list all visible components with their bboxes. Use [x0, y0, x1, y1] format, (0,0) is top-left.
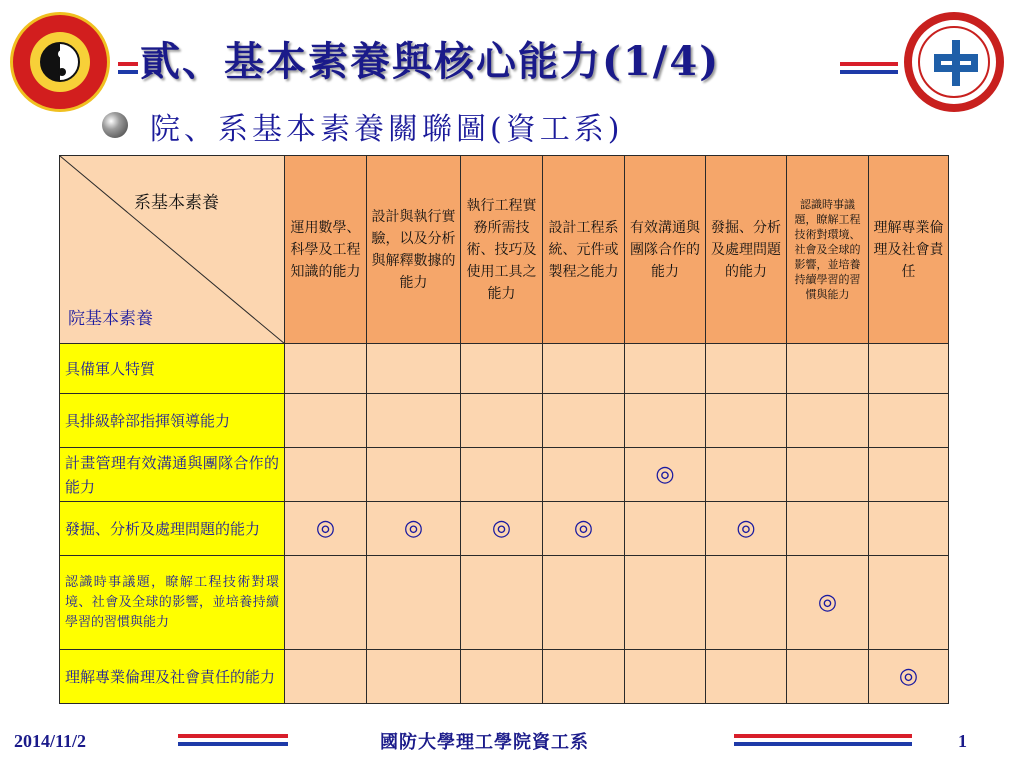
table-row [60, 502, 949, 556]
page-number: 1 [958, 731, 967, 751]
matrix-cell [367, 344, 461, 394]
institute-logo [904, 12, 1004, 112]
corner-college-label: 院基本素養 [68, 309, 153, 329]
matrix-cell [367, 650, 461, 704]
matrix-cell [461, 344, 543, 394]
institute-logo-ring [918, 26, 990, 98]
table-corner-cell [60, 156, 285, 344]
matrix-cell [461, 394, 543, 448]
matrix-cell [869, 502, 949, 556]
matrix-cell [367, 394, 461, 448]
matrix-cell [787, 650, 869, 704]
matrix-cell [285, 556, 367, 650]
emblem-inner [30, 32, 90, 92]
yin-dot [58, 50, 66, 58]
matrix-cell: ◎ [787, 556, 869, 650]
matrix-cell [625, 344, 706, 394]
table-row [60, 556, 949, 650]
matrix-cell [285, 448, 367, 502]
yin-yang-icon [40, 42, 80, 82]
matrix-cell [543, 650, 625, 704]
matrix-cell [706, 394, 787, 448]
corner-dept-label: 系基本素養 [134, 193, 219, 213]
title-stripe-left [118, 62, 138, 74]
bullet-sphere-icon [102, 112, 128, 138]
matrix-cell [706, 344, 787, 394]
column-header: 有效溝通與團隊合作的能力 [625, 156, 706, 344]
matrix-cell [461, 448, 543, 502]
institute-logo-bar [952, 40, 960, 86]
matrix-cell [367, 448, 461, 502]
yang-dot [58, 68, 66, 76]
row-header: 發掘、分析及處理問題的能力 [60, 502, 285, 556]
competency-matrix-table [59, 155, 949, 704]
table-row [60, 344, 949, 394]
footer-date: 2014/11/2 [14, 731, 87, 751]
matrix-cell [543, 344, 625, 394]
column-header: 運用數學、科學及工程知識的能力 [285, 156, 367, 344]
matrix-cell [787, 344, 869, 394]
matrix-cell: ◎ [285, 502, 367, 556]
matrix-cell [461, 556, 543, 650]
matrix-cell [787, 502, 869, 556]
matrix-cell: ◎ [367, 502, 461, 556]
matrix-cell [285, 344, 367, 394]
matrix-cell: ◎ [869, 650, 949, 704]
column-header: 設計與執行實驗，以及分析與解釋數據的能力 [367, 156, 461, 344]
table-row [60, 650, 949, 704]
row-header: 計畫管理有效溝通與團隊合作的能力 [60, 448, 285, 502]
column-header: 發掘、分析及處理問題的能力 [706, 156, 787, 344]
column-header: 設計工程系統、元件或製程之能力 [543, 156, 625, 344]
matrix-cell [625, 502, 706, 556]
table-row [60, 448, 949, 502]
matrix-cell [869, 448, 949, 502]
matrix-cell [706, 556, 787, 650]
matrix-cell [461, 650, 543, 704]
matrix-cell [869, 556, 949, 650]
matrix-cell [787, 394, 869, 448]
matrix-cell [543, 448, 625, 502]
column-header: 認識時事議題，瞭解工程技術對環境、社會及全球的影響，並培養持續學習的習慣與能力 [787, 156, 869, 344]
footer-organization: 國防大學理工學院資工系 [380, 732, 589, 753]
matrix-cell: ◎ [543, 502, 625, 556]
matrix-cell [706, 650, 787, 704]
matrix-cell: ◎ [461, 502, 543, 556]
column-header: 執行工程實務所需技術、技巧及使用工具之能力 [461, 156, 543, 344]
matrix-cell: ◎ [625, 448, 706, 502]
matrix-cell [787, 448, 869, 502]
matrix-cell [285, 394, 367, 448]
table-row [60, 394, 949, 448]
matrix-cell [543, 394, 625, 448]
matrix-cell [625, 650, 706, 704]
matrix-cell [285, 650, 367, 704]
page-title: 貳、基本素養與核心能力(1/4) [140, 38, 721, 85]
matrix-cell [869, 344, 949, 394]
table-header-row [60, 156, 949, 344]
matrix-cell [625, 394, 706, 448]
page-subtitle: 院、系基本素養關聯圖(資工系) [150, 112, 624, 147]
row-header: 理解專業倫理及社會責任的能力 [60, 650, 285, 704]
title-stripe-right [840, 62, 898, 74]
footer-stripe-left [178, 734, 288, 746]
matrix-cell [367, 556, 461, 650]
academy-emblem-logo [10, 12, 110, 112]
footer-stripe-right [734, 734, 912, 746]
matrix-cell: ◎ [706, 502, 787, 556]
row-header: 認識時事議題，瞭解工程技術對環境、社會及全球的影響，並培養持續學習的習慣與能力 [60, 556, 285, 650]
column-header: 理解專業倫理及社會責任 [869, 156, 949, 344]
matrix-cell [706, 448, 787, 502]
matrix-cell [869, 394, 949, 448]
row-header: 具備軍人特質 [60, 344, 285, 394]
matrix-cell [543, 556, 625, 650]
matrix-cell [625, 556, 706, 650]
row-header: 具排級幹部指揮領導能力 [60, 394, 285, 448]
